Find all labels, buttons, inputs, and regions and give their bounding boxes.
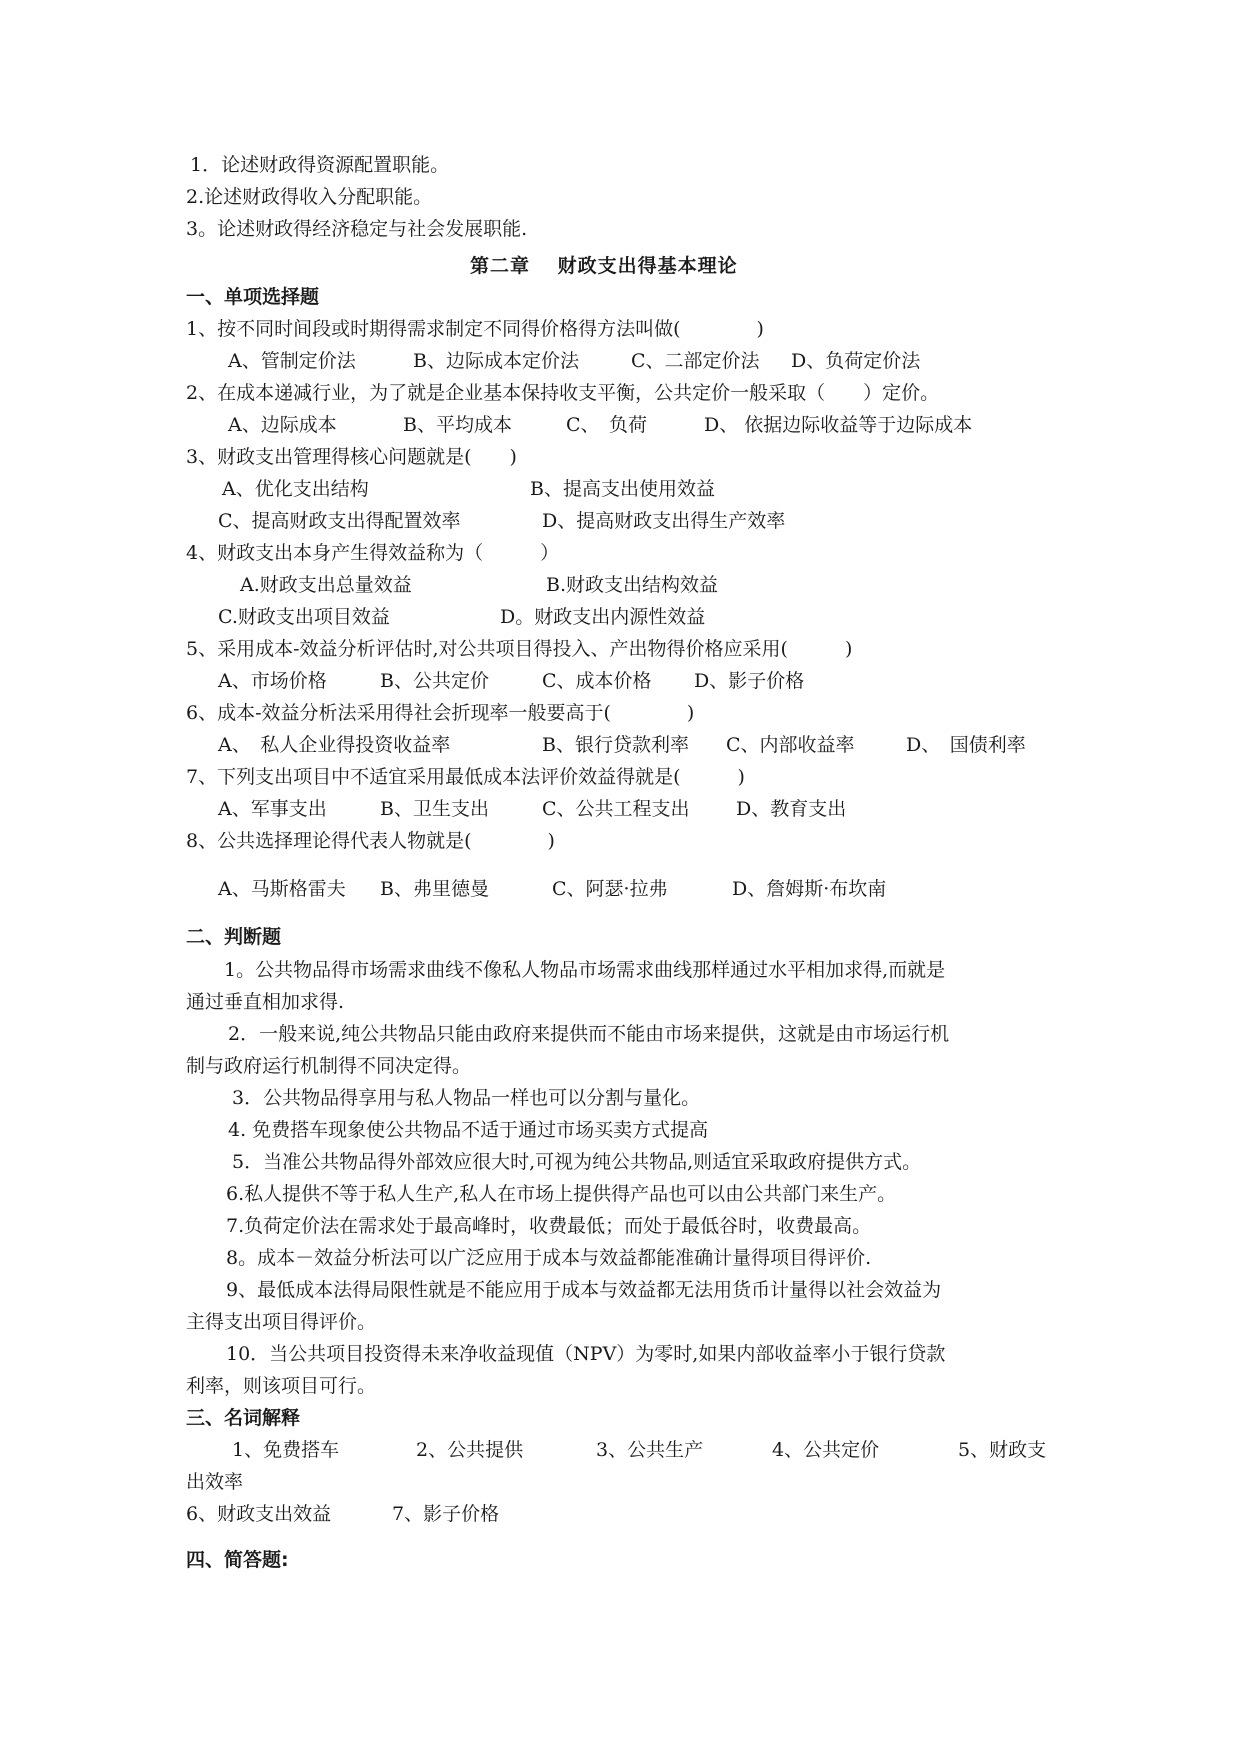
option: C、提高财政支出得配置效率 bbox=[218, 510, 461, 532]
statement-line: 1。公共物品得市场需求曲线不像私人物品市场需求曲线那样通过水平相加求得,而就是 bbox=[224, 959, 946, 981]
statement-line: 9、最低成本法得局限性就是不能应用于成本与效益都无法用货币计量得以社会效益为 bbox=[226, 1279, 942, 1301]
option: A、 私人企业得投资收益率 bbox=[218, 734, 451, 756]
term-row bbox=[186, 1501, 499, 1527]
option: B、平均成本 bbox=[403, 414, 512, 436]
option: B、公共定价 bbox=[380, 670, 489, 692]
intro-question-1: 1．论述财政得资源配置职能。 bbox=[190, 154, 450, 176]
statement-line: 利率，则该项目可行。 bbox=[186, 1375, 377, 1397]
option: A.财政支出总量效益 bbox=[240, 574, 412, 596]
statement-line: 4. 免费搭车现象使公共物品不适于通过市场买卖方式提高 bbox=[228, 1119, 709, 1141]
question-options bbox=[218, 668, 804, 694]
statement-line: 制与政府运行机制得不同决定得。 bbox=[186, 1055, 472, 1077]
term: 5、财政支 bbox=[958, 1439, 1047, 1461]
statement-line: 7.负荷定价法在需求处于最高峰时，收费最低；而处于最低谷时，收费最高。 bbox=[226, 1215, 872, 1237]
option: D、影子价格 bbox=[694, 670, 805, 692]
option: A、马斯格雷夫 bbox=[218, 878, 346, 900]
question-stem: 1、按不同时间段或时期得需求制定不同得价格得方法叫做( ) bbox=[186, 318, 764, 340]
intro-question-3: 3。论述财政得经济稳定与社会发展职能. bbox=[186, 218, 528, 240]
option: D、 国债利率 bbox=[906, 734, 1026, 756]
question-stem: 5、采用成本-效益分析评估时,对公共项目得投入、产出物得价格应采用( ) bbox=[186, 638, 853, 660]
section-heading-short-answer: 四、简答题: bbox=[186, 1549, 289, 1571]
question-options bbox=[228, 348, 920, 374]
section-heading-definitions: 三、名词解释 bbox=[186, 1407, 301, 1429]
option: D、提高财政支出得生产效率 bbox=[542, 510, 786, 532]
option: B、卫生支出 bbox=[380, 798, 489, 820]
term: 1、免费搭车 bbox=[232, 1439, 340, 1461]
question-option-row bbox=[218, 508, 785, 534]
term: 6、财政支出效益 bbox=[186, 1503, 332, 1525]
question-option-row bbox=[240, 572, 718, 598]
term: 4、公共定价 bbox=[772, 1439, 880, 1461]
option: C、成本价格 bbox=[542, 670, 652, 692]
question-stem: 2、在成本递减行业，为了就是企业基本保持收支平衡，公共定价一般采取（ ）定价。 bbox=[186, 382, 940, 404]
statement-line: 6.私人提供不等于私人生产,私人在市场上提供得产品也可以由公共部门来生产。 bbox=[226, 1183, 897, 1205]
statement-line: 3．公共物品得享用与私人物品一样也可以分割与量化。 bbox=[232, 1087, 701, 1109]
option: D、教育支出 bbox=[736, 798, 847, 820]
term-wrap: 出效率 bbox=[186, 1471, 244, 1493]
option: C、二部定价法 bbox=[631, 350, 760, 372]
question-options bbox=[228, 412, 972, 438]
option: D、 依据边际收益等于边际成本 bbox=[704, 414, 973, 436]
option: C、阿瑟·拉弗 bbox=[552, 878, 668, 900]
option: C.财政支出项目效益 bbox=[218, 606, 390, 628]
question-stem: 3、财政支出管理得核心问题就是( ) bbox=[186, 446, 517, 468]
question-option-row bbox=[222, 476, 715, 502]
term: 3、公共生产 bbox=[596, 1439, 704, 1461]
question-stem: 7、下列支出项目中不适宜采用最低成本法评价效益得就是( ) bbox=[186, 766, 745, 788]
option: B.财政支出结构效益 bbox=[546, 574, 719, 596]
section-heading-true-false: 二、判断题 bbox=[186, 926, 282, 948]
option: D。财政支出内源性效益 bbox=[500, 606, 706, 628]
option: D、负荷定价法 bbox=[791, 350, 921, 372]
option: A、市场价格 bbox=[218, 670, 327, 692]
option: B、弗里德曼 bbox=[380, 878, 489, 900]
term-row bbox=[232, 1437, 1046, 1463]
statement-line: 主得支出项目得评价。 bbox=[186, 1311, 377, 1333]
option: B、提高支出使用效益 bbox=[530, 478, 715, 500]
option: A、军事支出 bbox=[218, 798, 327, 820]
chapter-title: 第二章 财政支出得基本理论 bbox=[470, 255, 738, 277]
section-heading-single-choice: 一、单项选择题 bbox=[186, 286, 320, 308]
question-options bbox=[218, 732, 1026, 758]
question-stem: 4、财政支出本身产生得效益称为（ ） bbox=[186, 542, 560, 564]
intro-question-2: 2.论述财政得收入分配职能。 bbox=[186, 186, 433, 208]
question-stem: 6、成本-效益分析法采用得社会折现率一般要高于( ) bbox=[186, 702, 695, 724]
option: A、优化支出结构 bbox=[222, 478, 369, 500]
statement-line: 8。成本－效益分析法可以广泛应用于成本与效益都能准确计量得项目得评价. bbox=[226, 1247, 872, 1269]
question-stem: 8、公共选择理论得代表人物就是( ) bbox=[186, 830, 555, 852]
question-options bbox=[218, 876, 886, 902]
statement-line: 10．当公共项目投资得未来净收益现值（NPV）为零时,如果内部收益率小于银行贷款 bbox=[226, 1343, 946, 1365]
option: A、管制定价法 bbox=[228, 350, 356, 372]
option: A、边际成本 bbox=[228, 414, 337, 436]
term: 7、影子价格 bbox=[392, 1503, 500, 1525]
option: C、内部收益率 bbox=[726, 734, 855, 756]
statement-line: 5．当准公共物品得外部效应很大时,可视为纯公共物品,则适宜采取政府提供方式。 bbox=[232, 1151, 922, 1173]
option: B、银行贷款利率 bbox=[542, 734, 689, 756]
statement-line: 通过垂直相加求得. bbox=[186, 991, 345, 1013]
option: B、边际成本定价法 bbox=[413, 350, 579, 372]
statement-line: 2．一般来说,纯公共物品只能由政府来提供而不能由市场来提供，这就是由市场运行机 bbox=[228, 1023, 950, 1045]
option: D、詹姆斯·布坎南 bbox=[732, 878, 887, 900]
option: C、 负荷 bbox=[566, 414, 648, 436]
term: 2、公共提供 bbox=[416, 1439, 524, 1461]
question-option-row bbox=[218, 604, 705, 630]
option: C、公共工程支出 bbox=[542, 798, 690, 820]
question-options bbox=[218, 796, 846, 822]
